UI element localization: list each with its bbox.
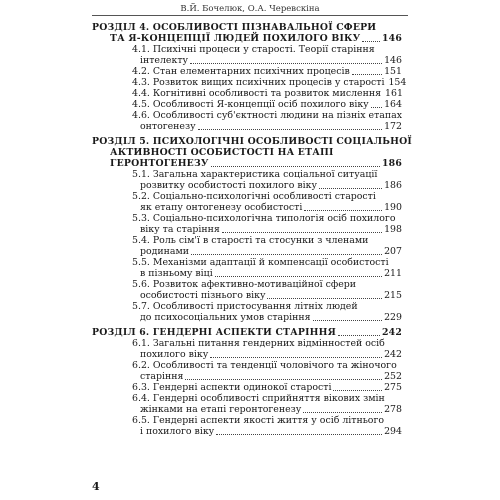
toc-entry-title: РОЗДІЛ 6. ГЕНДЕРНІ АСПЕКТИ СТАРІННЯ bbox=[92, 327, 337, 338]
toc-entry-title: 4.4. Когнітивні особливості та розвиток мислення bbox=[132, 88, 382, 99]
toc-entry[interactable] bbox=[92, 121, 402, 132]
running-header: В.Й. Бочелюк, О.А. Черевскіна bbox=[180, 4, 320, 14]
toc-entry-title: віку та старіння bbox=[140, 224, 220, 235]
toc-entry[interactable] bbox=[92, 44, 402, 55]
toc-entry[interactable] bbox=[92, 158, 402, 169]
toc-entry[interactable] bbox=[92, 393, 402, 404]
toc-leader-dots bbox=[352, 73, 382, 75]
toc-entry[interactable] bbox=[92, 213, 402, 224]
toc-entry-page: 190 bbox=[384, 202, 402, 213]
toc-entry-title: родинами bbox=[140, 246, 190, 257]
toc-entry-title: 5.1. Загальна характеристика соціальної ситуації bbox=[132, 169, 378, 180]
toc-entry[interactable] bbox=[92, 312, 402, 323]
toc-leader-dots bbox=[222, 231, 382, 233]
toc-entry-title: інтелекту bbox=[140, 55, 189, 66]
toc-entry-page: 215 bbox=[384, 290, 402, 301]
toc-entry[interactable] bbox=[92, 202, 402, 213]
toc-entry-page: 186 bbox=[381, 158, 402, 169]
toc-entry[interactable] bbox=[92, 268, 402, 279]
toc-entry[interactable] bbox=[92, 22, 402, 33]
toc-entry[interactable] bbox=[92, 136, 412, 147]
toc-entry-page: 229 bbox=[384, 312, 402, 323]
toc-entry[interactable] bbox=[92, 88, 402, 99]
toc-entry[interactable] bbox=[92, 426, 402, 437]
toc-entry[interactable] bbox=[92, 279, 402, 290]
toc-entry-page: 252 bbox=[384, 371, 402, 382]
toc-entry-title: розвитку особистості похилого віку bbox=[140, 180, 317, 191]
toc-entry-page: 198 bbox=[384, 224, 402, 235]
toc-entry[interactable] bbox=[92, 235, 402, 246]
toc-entry[interactable] bbox=[92, 169, 402, 180]
toc-entry[interactable] bbox=[92, 415, 402, 426]
toc-entry-title: 6.3. Гендерні аспекти одинокої старості bbox=[132, 382, 332, 393]
toc-entry-page: 207 bbox=[384, 246, 402, 257]
toc-entry-title: до психосоціальних умов старіння bbox=[140, 312, 311, 323]
toc-entry-title: і похилого віку bbox=[140, 426, 215, 437]
toc-entry-title: старіння bbox=[140, 371, 184, 382]
toc-leader-dots bbox=[319, 187, 382, 189]
toc-entry[interactable] bbox=[92, 180, 402, 191]
toc-leader-dots bbox=[191, 253, 382, 255]
toc-entry[interactable] bbox=[92, 77, 407, 88]
toc-entry-title: 6.1. Загальні питання гендерних відмінностей осіб bbox=[132, 338, 385, 349]
toc-entry[interactable] bbox=[92, 349, 402, 360]
toc-leader-dots bbox=[362, 40, 380, 42]
toc-entry-page: 242 bbox=[381, 327, 402, 338]
toc-entry-page: 151 bbox=[384, 66, 402, 77]
toc-entry-title: особистості пізнього віку bbox=[140, 290, 266, 301]
toc-entry[interactable] bbox=[92, 224, 402, 235]
toc-entry[interactable] bbox=[92, 55, 402, 66]
toc-leader-dots bbox=[185, 378, 382, 380]
toc-leader-dots bbox=[215, 275, 382, 277]
toc-entry-page: 161 bbox=[385, 88, 403, 99]
toc-entry-title: 5.7. Особливості пристосування літніх людей bbox=[132, 301, 358, 312]
toc-entry-title: АКТИВНОСТІ ОСОБИСТОСТІ НА ЕТАПІ bbox=[110, 147, 334, 158]
toc-entry-title: 4.3. Розвиток вищих психічних процесів у старості bbox=[132, 77, 385, 88]
toc-entry-title: онтогенезу bbox=[140, 121, 196, 132]
toc-entry-page: 242 bbox=[384, 349, 402, 360]
toc-entry-page: 154 bbox=[388, 77, 407, 88]
toc-entry-title: похилого віку bbox=[140, 349, 209, 360]
toc-entry-title: як етапу онтогенезу особистості bbox=[140, 202, 303, 213]
toc-entry[interactable] bbox=[92, 33, 402, 44]
toc-entry-title: 6.2. Особливості та тенденції чоловічого та жіночого bbox=[132, 360, 397, 371]
toc-entry[interactable] bbox=[92, 327, 402, 338]
toc-entry-title: ТА Я-КОНЦЕПЦІЇ ЛЮДЕЙ ПОХИЛОГО ВІКУ bbox=[110, 33, 361, 44]
toc-entry-page: 146 bbox=[381, 33, 402, 44]
header-rule bbox=[92, 15, 408, 16]
toc-entry-title: 4.6. Особливості суб'єктності людини на пізніх етапах bbox=[132, 110, 402, 121]
toc-leader-dots bbox=[211, 165, 380, 167]
toc-leader-dots bbox=[333, 389, 382, 391]
toc-leader-dots bbox=[303, 411, 382, 413]
toc-entry[interactable] bbox=[92, 246, 402, 257]
toc-entry-title: 5.3. Соціально-психологічна типологія осіб похилого bbox=[132, 213, 396, 224]
toc-entry[interactable] bbox=[92, 191, 402, 202]
toc-entry-page: 146 bbox=[384, 55, 402, 66]
toc-entry-page: 172 bbox=[384, 121, 402, 132]
toc-entry-title: ГЕРОНТОГЕНЕЗУ bbox=[110, 158, 209, 169]
toc-entry-title: 5.6. Розвиток афективно-мотиваційної сфери bbox=[132, 279, 357, 290]
toc-entry[interactable] bbox=[92, 110, 402, 121]
toc-leader-dots bbox=[304, 209, 382, 211]
toc-entry[interactable] bbox=[92, 99, 402, 110]
toc-entry-title: РОЗДІЛ 5. ПСИХОЛОГІЧНІ ОСОБЛИВОСТІ СОЦІАЛЬНОЇ bbox=[92, 136, 412, 147]
toc-leader-dots bbox=[210, 356, 382, 358]
page-number: 4 bbox=[92, 480, 100, 493]
toc-entry-title: 4.5. Особливості Я-концепції осіб похилого віку bbox=[132, 99, 369, 110]
toc-leader-dots bbox=[216, 433, 382, 435]
toc-leader-dots bbox=[371, 106, 382, 108]
toc-entry-page: 278 bbox=[384, 404, 402, 415]
toc-entry[interactable] bbox=[92, 147, 402, 158]
toc-entry[interactable] bbox=[92, 66, 402, 77]
toc-entry-page: 164 bbox=[384, 99, 402, 110]
table-of-contents bbox=[92, 22, 412, 437]
toc-leader-dots bbox=[313, 319, 383, 321]
toc-entry-page: 186 bbox=[384, 180, 402, 191]
toc-leader-dots bbox=[190, 62, 382, 64]
toc-entry[interactable] bbox=[92, 301, 402, 312]
toc-entry-page: 294 bbox=[384, 426, 402, 437]
toc-entry-title: 6.4. Гендерні особливості сприйняття вікових змін bbox=[132, 393, 385, 404]
toc-entry[interactable] bbox=[92, 257, 402, 268]
toc-entry-title: РОЗДІЛ 4. ОСОБЛИВОСТІ ПІЗНАВАЛЬНОЇ СФЕРИ bbox=[92, 22, 377, 33]
toc-entry-title: 5.2. Соціально-психологічні особливості старості bbox=[132, 191, 376, 202]
toc-leader-dots bbox=[198, 128, 382, 130]
toc-entry[interactable] bbox=[92, 338, 402, 349]
toc-entry-title: 4.1. Психічні процеси у старості. Теорії старіння bbox=[132, 44, 375, 55]
toc-entry[interactable] bbox=[92, 290, 402, 301]
toc-entry[interactable] bbox=[92, 371, 402, 382]
toc-entry-title: жінками на етапі геронтогенезу bbox=[140, 404, 302, 415]
toc-entry[interactable] bbox=[92, 404, 402, 415]
toc-entry[interactable] bbox=[92, 382, 402, 393]
toc-entry-title: 5.5. Механізми адаптації й компенсації особистості bbox=[132, 257, 389, 268]
toc-entry-page: 211 bbox=[384, 268, 402, 279]
toc-entry[interactable] bbox=[92, 360, 402, 371]
toc-leader-dots bbox=[267, 297, 382, 299]
toc-entry-title: 5.4. Роль сім'ї в старості та стосунки з членами bbox=[132, 235, 369, 246]
toc-entry-title: в пізньому віці bbox=[140, 268, 213, 279]
toc-entry-title: 4.2. Стан елементарних психічних процесів bbox=[132, 66, 350, 77]
toc-entry-page: 275 bbox=[384, 382, 402, 393]
toc-leader-dots bbox=[338, 334, 380, 336]
toc-entry-title: 6.5. Гендерні аспекти якості життя у осіб літнього bbox=[132, 415, 385, 426]
